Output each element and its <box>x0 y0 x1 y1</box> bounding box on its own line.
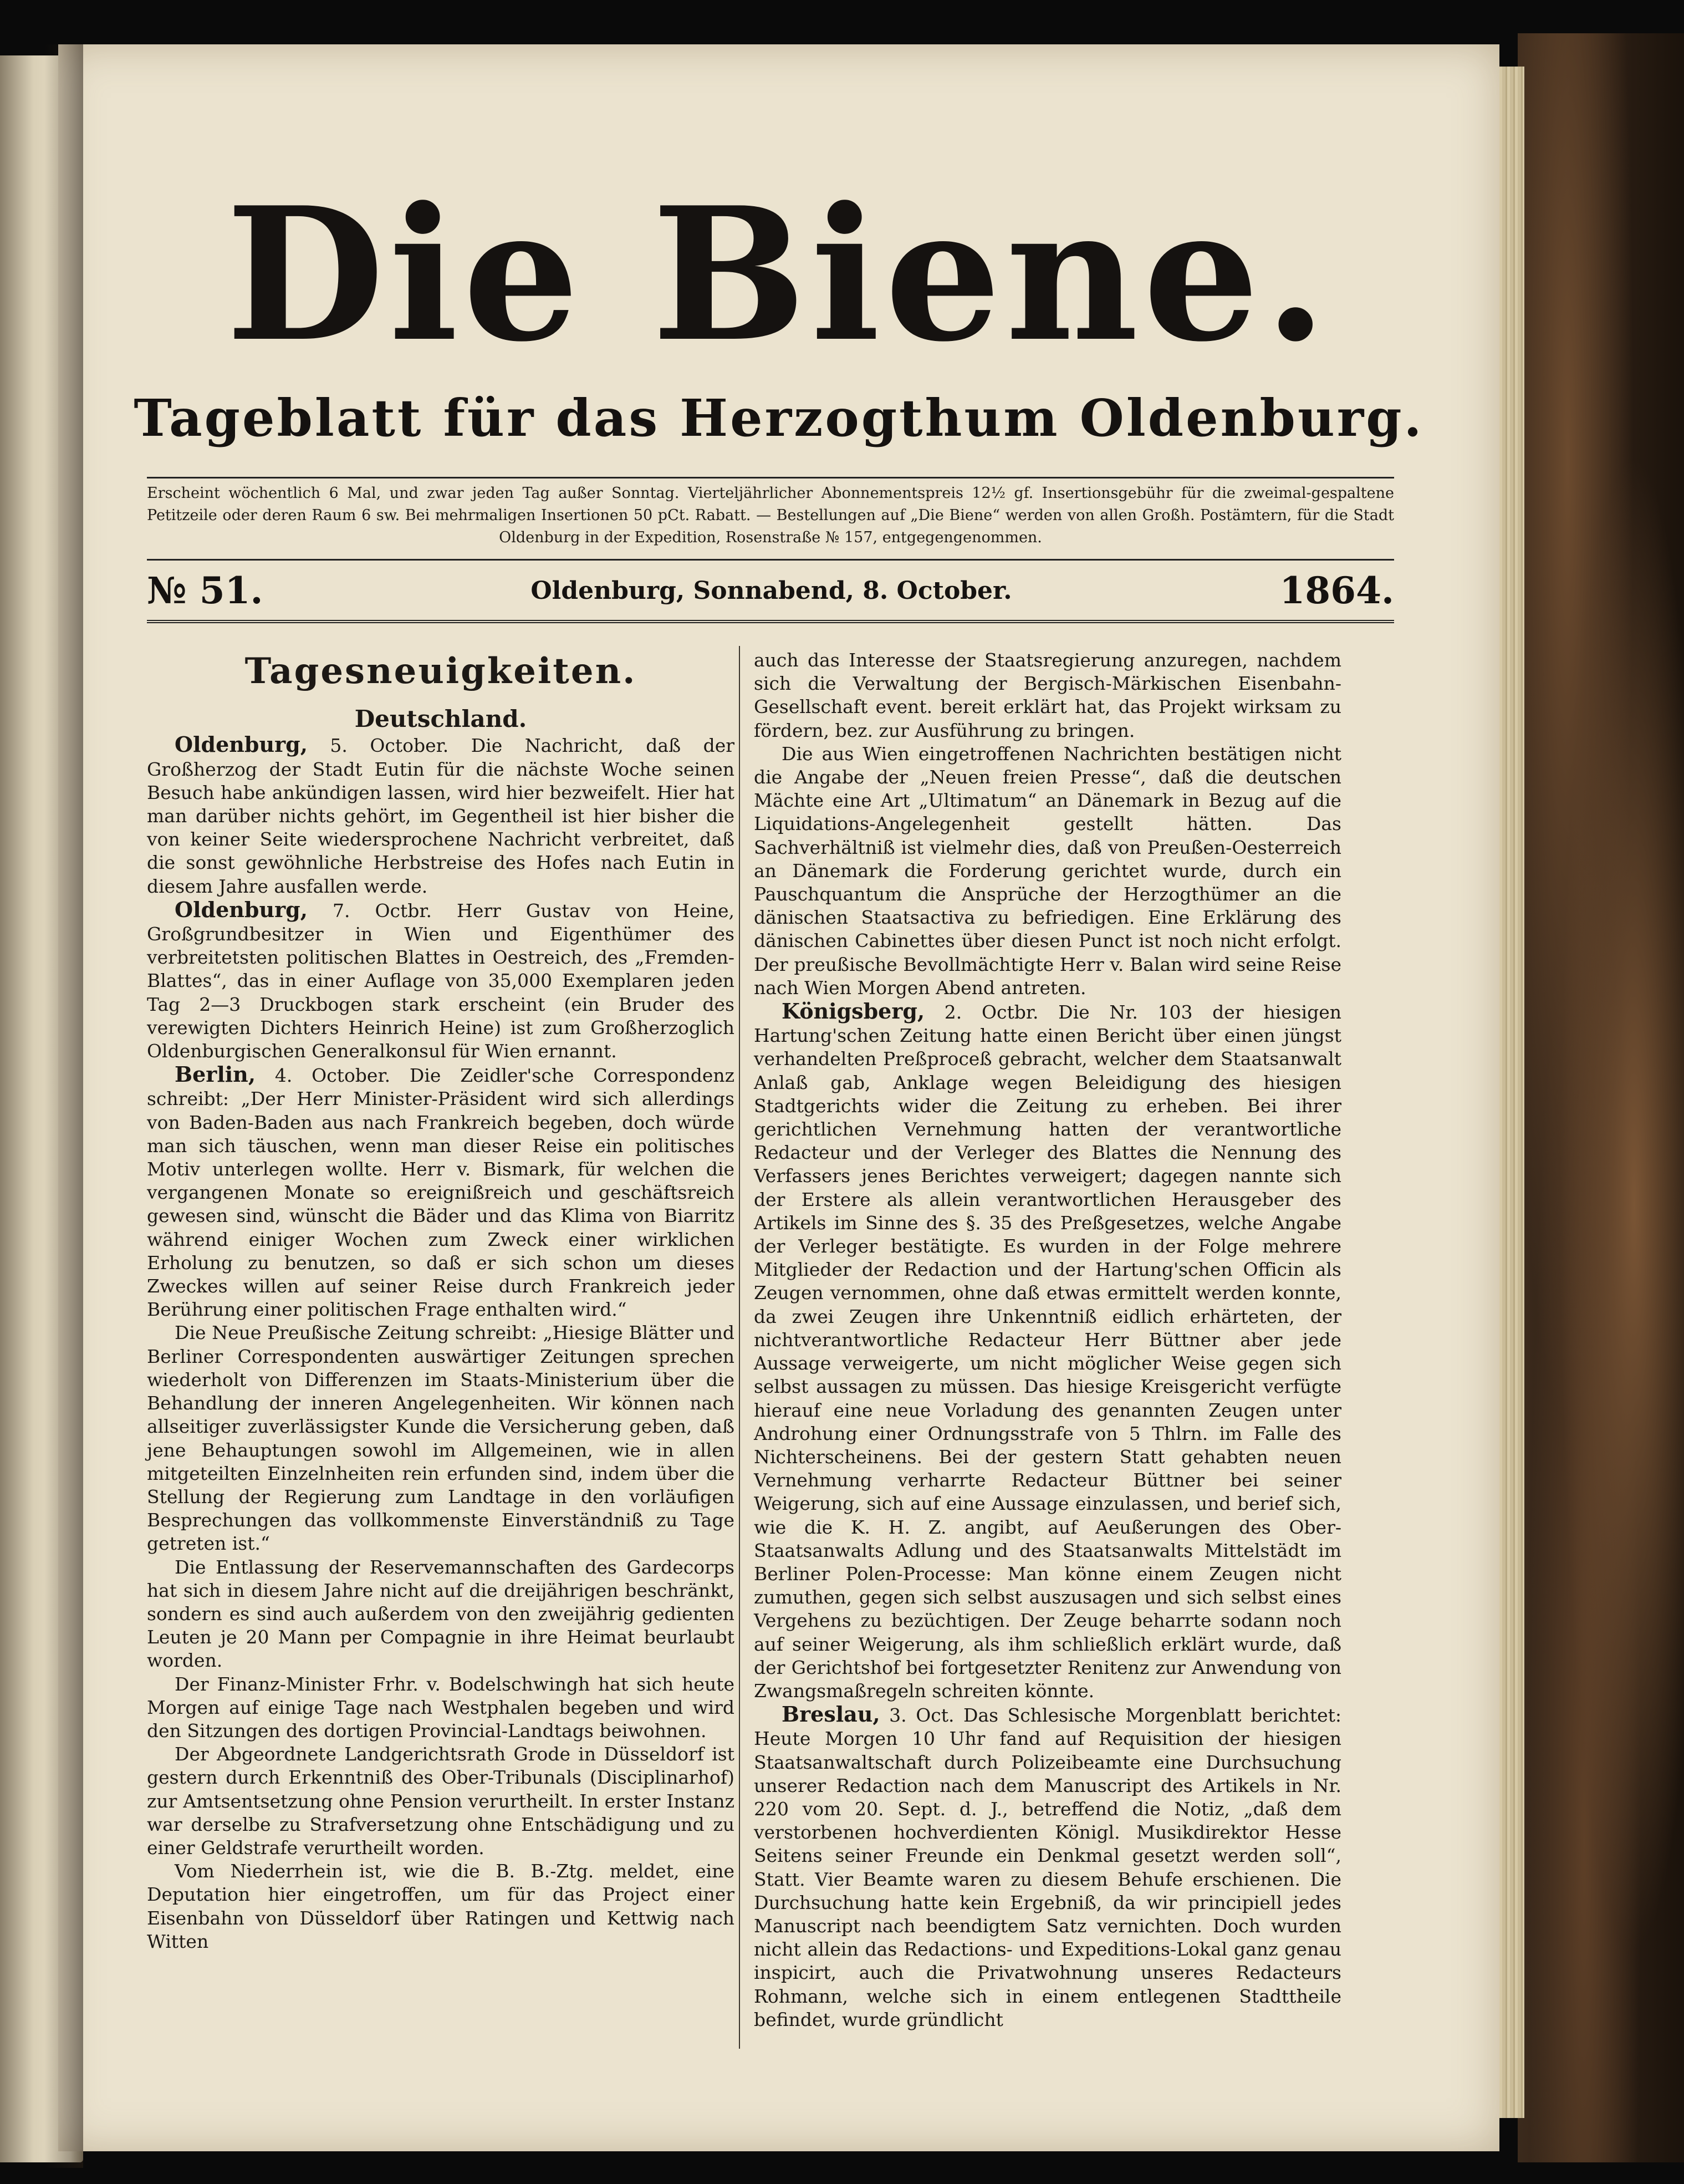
news-place: Königsberg, <box>782 999 925 1024</box>
news-item <box>147 898 734 1063</box>
news-item <box>147 1063 734 1321</box>
news-place: Oldenburg, <box>175 897 308 922</box>
masthead <box>58 167 1499 448</box>
newspaper-subtitle: Tageblatt für das Herzogthum Oldenburg. <box>134 388 1424 448</box>
news-item <box>147 733 734 898</box>
top-rule <box>147 477 1394 478</box>
news-paragraph: auch das Interesse der Staatsregierung anzuregen, nachdem sich die Verwaltung der Bergisch-Märkischen Eisenbahn-Gesellschaft event. bereit erklärt hat, das Projekt wirksam zu fördern, bez. zur Ausführung zu bringen. <box>754 649 1341 741</box>
news-place: Oldenburg, <box>175 732 308 757</box>
news-paragraph: Der Finanz-Minister Frhr. v. Bodelschwingh hat sich heute Morgen auf einige Tage nach Westphalen begeben und wird den Sitzungen des dortigen Provincial-Landtags beiwohnen. <box>147 1673 734 1742</box>
newspaper-title: Die Biene. <box>226 167 1332 382</box>
column-divider <box>739 646 740 2049</box>
issue-year: 1864. <box>1279 569 1394 612</box>
news-text: 4. October. Die Zeidler'sche Correspondenz schreibt: „Der Herr Minister-Präsident wird sich allerdings von Baden-Baden aus nach Frankreich begeben, doch würde man sich täuschen, wenn man dieser Reise ein politisches Motiv unterlegen wollte. Herr v. Bismark, für welchen die vergangenen Monate so ereignißreich und geschäftsreich gewesen sind, wünscht die Bäder und das Klima von Biarritz während einiger Wochen zum Zweck einer wirklichen Erholung zu benutzen, so daß er sich schon um dieses Zweckes willen auf seiner Reise durch Frankreich jeder Berührung einer politischen Frage enthalten wird.“ <box>147 1065 734 1321</box>
dateline <box>147 566 1394 615</box>
news-text: 3. Oct. Das Schlesische Morgenblatt berichtet: Heute Morgen 10 Uhr fand auf Requisition der hiesigen Staatsanwaltschaft durch Polizeibeamte eine Durchsuchung unserer Redaction nach dem Manuscript des Artikels in Nr. 220 vom 20. Sept. d. J., betreffend die Notiz, „daß dem verstorbenen hochverdienten Königl. Musikdirektor Hesse Seitens seiner Freunde ein Denkmal gesetzt werden soll“, Statt. Vier Beamte waren zu diesem Behufe erschienen. Die Durchsuchung hatte kein Ergebniß, da wir principiell jedes Manuscript nach beendigtem Satz vernichten. Doch wurden nicht allein das Redactions- und Expeditions-Lokal ganz genau inspicirt, auch die Privatwohnung unseres Redacteurs Rohmann, welche sich in einem entlegenen Stadttheile befindet, wurde gründlicht <box>754 1704 1341 2030</box>
section-title: Tagesneuigkeiten. <box>244 650 637 692</box>
news-paragraph: Der Abgeordnete Landgerichtsrath Grode in Düsseldorf ist gestern durch Erkenntniß des Ober-Tribunals (Disciplinarhof) zur Amtsentsetzung ohne Pension verurtheilt. In erster Instanz war derselbe zu Strafversetzung ohne Entschädigung und zu einer Geldstrafe verurtheilt worden. <box>147 1743 734 1859</box>
news-paragraph: Die aus Wien eingetroffenen Nachrichten bestätigen nicht die Angabe der „Neuen freien Presse“, daß die deutschen Mächte eine Art „Ultimatum“ an Dänemark in Bezug auf die Liquidations-Angelegenheit gestellt hätten. Das Sachverhältniß ist vielmehr dies, daß von Preußen-Oesterreich an Dänemark die Forderung gerichtet wurde, durch ein Pauschquantum die Ansprüche der Herzogthümer an die dänischen Staatsactiva zu befriedigen. Eine Erklärung des dänischen Cabinettes über diesen Punct ist noch nicht erfolgt. Der preußische Bevollmächtigte Herr v. Balan wird seine Reise nach Wien Morgen Abend antreten. <box>754 742 1341 999</box>
news-paragraph: Die Neue Preußische Zeitung schreibt: „Hiesige Blätter und Berliner Correspondenten auswärtiger Zeitungen sprechen wiederholt von Differenzen im Staats-Ministerium über die Behandlung der inneren Angelegenheiten. Wir können nach allseitiger zuverlässigster Kunde die Versicherung geben, daß jene Behauptungen sowohl im Allgemeinen, wie in allen mitgeteilten Einzelnheiten rein erfunden sind, indem über die Stellung der Regierung zum Landtage in den vorläufigen Besprechungen das vollkommenste Einverständniß zu Tage getreten ist.“ <box>147 1322 734 1555</box>
subsection-title: Deutschland. <box>354 705 527 733</box>
issue-number: № 51. <box>147 569 263 612</box>
news-paragraph: Vom Niederrhein ist, wie die B. B.-Ztg. meldet, eine Deputation hier eingetroffen, um für das Project einer Eisenbahn von Düsseldorf über Ratingen und Kettwig nach Witten <box>147 1860 734 1952</box>
book-gutter-shadow <box>44 44 83 2168</box>
news-place: Breslau, <box>782 1702 880 1727</box>
news-paragraph: Die Entlassung der Reservemannschaften des Gardecorps hat sich in diesem Jahre nicht auf die dreijährigen beschränkt, sondern es sind auch außerdem von den zweijährig gedienten Leuten je 20 Mann per Compagnie in ihre Heimat beurlaubt worden. <box>147 1556 734 1672</box>
right-column <box>754 649 1341 2032</box>
news-text: 5. October. Die Nachricht, daß der Großherzog der Stadt Eutin für die nächste Woche seinen Besuch habe ankündigen lassen, wird hier bezweifelt. Hier hat man darüber nichts gehört, im Gegentheil ist hier bisher die von keiner Seite wiedersprochene Nachricht verbreitet, daß die sonst gewöhnliche Herbstreise des Hofes nach Eutin in diesem Jahre ausfallen werde. <box>147 735 734 897</box>
issue-place-date: Oldenburg, Sonnabend, 8. October. <box>530 576 1012 605</box>
notice-rule <box>147 559 1394 561</box>
book-binding <box>1518 33 1684 2162</box>
news-item <box>754 1703 1341 2032</box>
subscription-notice: Erscheint wöchentlich 6 Mal, und zwar jeden Tag außer Sonntag. Vierteljährlicher Abonnementspreis 12½ gf. Insertionsgebühr für die zweimal-gespaltene Petitzeile oder deren Raum 6 sw. Bei mehrmaligen Insertionen 50 pCt. Rabatt. — Bestellungen auf „Die Biene“ werden von allen Großh. Postämtern, für die Stadt Oldenburg in der Expedition, Rosenstraße № 157, entgegengenommen. <box>147 485 1394 546</box>
left-column <box>147 649 734 1953</box>
news-text: 7. Octbr. Herr Gustav von Heine, Großgrundbesitzer in Wien und Eigenthümer des verbreitetsten politischen Blattes in Oestreich, des „Fremden-Blattes“, das in einer Auflage von 35,000 Exemplaren jeden Tag 2—3 Druckbogen stark erscheint (ein Bruder des verewigten Dichters Heinrich Heine) ist zum Großherzoglich Oldenburgischen Generalkonsul für Wien ernannt. <box>147 899 734 1062</box>
news-item <box>754 1000 1341 1703</box>
dateline-rule <box>147 620 1394 623</box>
news-place: Berlin, <box>175 1062 256 1087</box>
news-text: 2. Octbr. Die Nr. 103 der hiesigen Hartung'schen Zeitung hatte einen Bericht über einen jüngst verhandelten Preßproceß gebracht, welcher dem Staatsanwalt Anlaß gab, Anklage wegen Beleidigung des hiesigen Stadtgerichts wider die Zeitung zu erheben. Bei ihrer gerichtlichen Vernehmung hatten der verantwortliche Redacteur und der Verleger des Blattes die Nennung des Verfassers jenes Berichtes verweigert; dagegen nannte sich der Erstere als allein verantwortlichen Herausgeber des Artikels im Sinne des §. 35 des Preßgesetzes, welche Angabe der Verleger bestätigte. Es wurden in der Folge mehrere Mitglieder der Redaction und der Hartung'schen Officin als Zeugen vernommen, ohne daß etwas ermittelt werden konnte, da zwei Zeugen ihre Unkenntniß eidlich erhärteten, der nichtverantwortliche Redacteur Herr Büttner aber jede Aussage verweigerte, um nicht möglicher Weise gegen sich selbst aussagen zu müssen. Das hiesige Kreisgericht verfügte hierauf eine neue Vorladung des genannten Zeugen unter Androhung einer Ordnungsstrafe von 5 Thlrn. im Falle des Nichterscheinens. Bei der gestern Statt gehabten neuen Vernehmung verharrte Redacteur Büttner bei seiner Weigerung, sich auf eine Aussage einzulassen, und berief sich, wie die K. H. Z. angibt, auf Aeußerungen des Ober-Staatsanwalts Adlung und des Staatsanwalts Mittelstädt im Berliner Polen-Processe: Man könne einem Zeugen nicht zumuthen, gegen sich selbst auszusagen und sich selbst eines Vergehens zu bezüchtigen. Der Zeuge beharrte sodann noch auf seiner Weigerung, als ihm schließlich erklärt wurde, daß der Gerichtshof bei fortgesetzter Renitenz zur Anwendung von Zwangsmaßregeln schreiten könnte. <box>754 1001 1341 1702</box>
